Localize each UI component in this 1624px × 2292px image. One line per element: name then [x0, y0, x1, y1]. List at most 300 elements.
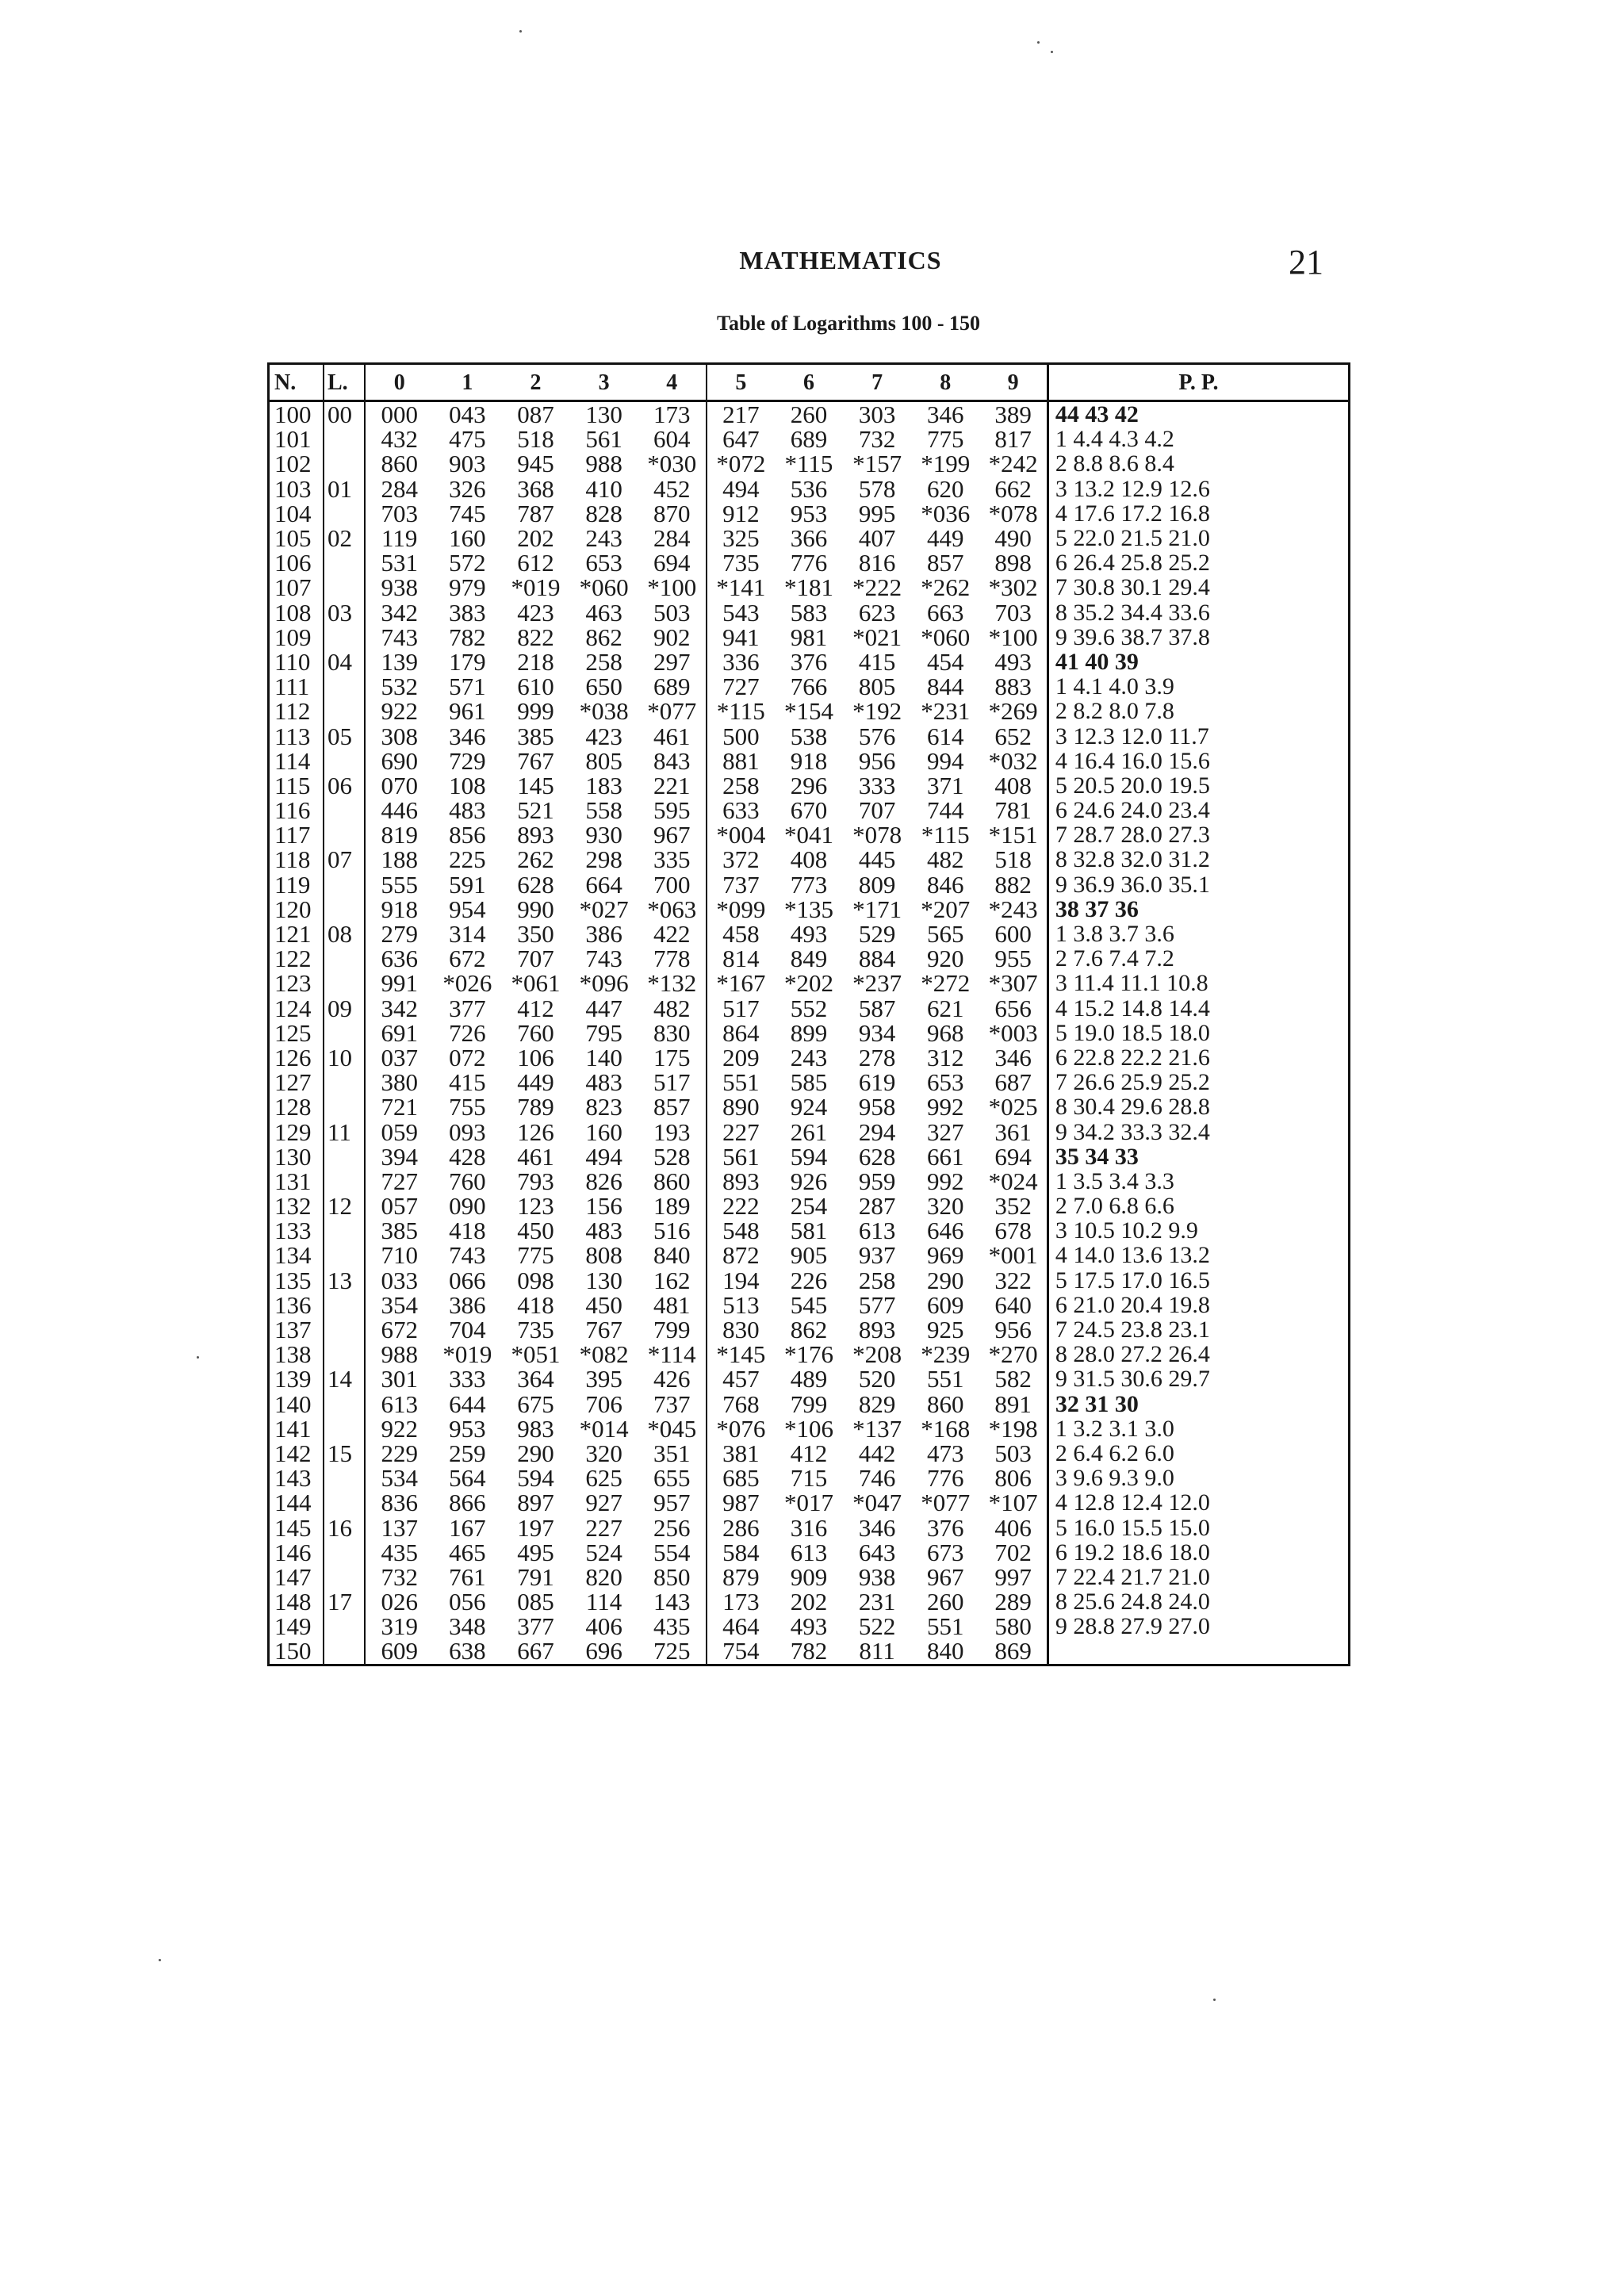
mantissa-cell: *024: [979, 1169, 1048, 1194]
mantissa-cell: 737: [638, 1392, 707, 1416]
mantissa-cell: *060: [921, 624, 971, 650]
mantissa-cell: 644: [449, 1391, 486, 1416]
mantissa-cell: *001: [979, 1243, 1048, 1267]
mantissa-cell: 377: [449, 995, 486, 1021]
mantissa-cell: 445: [858, 847, 896, 872]
mantissa-cell: 243: [585, 525, 622, 551]
row-characteristic-cell: 06: [324, 773, 365, 798]
mantissa-cell: 162: [638, 1268, 707, 1293]
mantissa-cell: 130: [585, 1267, 622, 1293]
table-row: [270, 1392, 1348, 1416]
mantissa-cell: 844: [926, 674, 964, 699]
mantissa-cell: 729: [449, 748, 486, 773]
table-row: [270, 1366, 1348, 1391]
table-row: [270, 1589, 1348, 1614]
row-characteristic-cell: 04: [324, 650, 365, 674]
mantissa-cell: *100: [979, 625, 1048, 650]
mantissa-cell: 703: [381, 500, 418, 526]
row-characteristic-cell: 08: [324, 922, 365, 946]
table-row: [270, 723, 1348, 748]
mantissa-cell: 551: [722, 1070, 760, 1095]
mantissa-cell: 754: [722, 1639, 760, 1664]
mantissa-cell: 262: [517, 847, 554, 872]
mantissa-cell: 809: [858, 872, 896, 897]
mantissa-cell: 494: [585, 1144, 622, 1169]
mantissa-cell: 850: [638, 1565, 707, 1589]
mantissa-cell: 489: [790, 1366, 828, 1392]
mantissa-cell: 941: [722, 624, 760, 650]
mantissa-cell: 578: [858, 476, 896, 501]
mantissa-cell: 672: [449, 946, 486, 972]
mantissa-cell: 160: [585, 1119, 622, 1144]
mantissa-cell: *004: [716, 822, 766, 848]
mantissa-cell: 543: [722, 600, 760, 625]
row-characteristic-cell: [324, 1565, 365, 1589]
mantissa-cell: *077: [638, 699, 707, 723]
mantissa-cell: 817: [979, 427, 1048, 451]
mantissa-cell: 418: [449, 1218, 486, 1244]
row-characteristic-cell: [324, 1490, 365, 1515]
mantissa-cell: 577: [858, 1292, 896, 1317]
row-characteristic-cell: [324, 1243, 365, 1267]
row-number-cell: 149: [270, 1614, 324, 1639]
mantissa-cell: *307: [979, 971, 1048, 995]
mantissa-cell: 953: [449, 1416, 486, 1441]
mantissa-cell: 633: [722, 798, 760, 823]
mantissa-cell: 860: [926, 1391, 964, 1416]
header-cell-pp: P. P.: [1048, 365, 1348, 401]
mantissa-cell: *027: [579, 896, 629, 922]
mantissa-cell: 057: [381, 1194, 418, 1219]
mantissa-cell: *167: [716, 971, 766, 996]
mantissa-cell: 294: [858, 1119, 896, 1144]
mantissa-cell: 395: [585, 1366, 622, 1392]
mantissa-cell: 406: [979, 1515, 1048, 1539]
mantissa-cell: *063: [638, 897, 707, 922]
row-number-cell: 127: [270, 1070, 324, 1094]
row-number-cell: 148: [270, 1589, 324, 1614]
mantissa-cell: 781: [979, 798, 1048, 822]
mantissa-cell: 650: [585, 674, 622, 699]
mantissa-cell: *151: [979, 822, 1048, 847]
mantissa-cell: *115: [716, 699, 765, 724]
row-characteristic-cell: [324, 1293, 365, 1317]
mantissa-cell: 830: [722, 1317, 760, 1343]
mantissa-cell: 685: [722, 1466, 760, 1491]
row-number-cell: 132: [270, 1194, 324, 1218]
mantissa-cell: 744: [926, 798, 964, 823]
mantissa-cell: 447: [585, 995, 622, 1021]
mantissa-cell: 581: [790, 1218, 828, 1244]
mantissa-cell: 561: [585, 427, 622, 452]
mantissa-cell: *051: [511, 1342, 561, 1367]
mantissa-cell: 231: [858, 1589, 896, 1615]
mantissa-cell: 918: [381, 896, 418, 922]
mantissa-cell: 314: [449, 921, 486, 947]
row-number-cell: 106: [270, 550, 324, 575]
row-characteristic-cell: [324, 749, 365, 773]
mantissa-cell: 840: [926, 1639, 964, 1664]
row-number-cell: 100: [270, 401, 324, 427]
table-row: [270, 674, 1348, 699]
mantissa-cell: 988: [381, 1342, 418, 1367]
mantissa-cell: 760: [449, 1168, 486, 1194]
scan-speck: [1051, 51, 1053, 53]
mantissa-cell: 766: [790, 674, 828, 699]
mantissa-cell: 836: [381, 1490, 418, 1516]
mantissa-cell: 342: [381, 600, 418, 625]
mantissa-cell: 194: [722, 1267, 760, 1293]
mantissa-cell: 689: [638, 674, 707, 699]
table-row: [270, 897, 1348, 922]
row-characteristic-cell: [324, 1392, 365, 1416]
row-number-cell: 103: [270, 477, 324, 501]
mantissa-cell: 925: [926, 1317, 964, 1343]
table-row: [270, 996, 1348, 1021]
mantissa-cell: 493: [790, 921, 828, 947]
row-number-cell: 107: [270, 575, 324, 600]
mantissa-cell: 746: [858, 1466, 896, 1491]
table-row: [270, 1169, 1348, 1194]
mantissa-cell: 661: [926, 1144, 964, 1169]
pp-proportional-part: 5 19.0 18.5 18.0: [1055, 1020, 1210, 1045]
mantissa-cell: 857: [926, 550, 964, 576]
mantissa-cell: 435: [638, 1614, 707, 1639]
mantissa-cell: 301: [381, 1366, 418, 1392]
row-number-cell: 140: [270, 1392, 324, 1416]
row-number-cell: 136: [270, 1293, 324, 1317]
mantissa-cell: 909: [790, 1564, 828, 1589]
mantissa-cell: 743: [585, 946, 622, 972]
mantissa-cell: 953: [790, 500, 828, 526]
mantissa-cell: 776: [926, 1466, 964, 1491]
table-row: [270, 1021, 1348, 1045]
table-row: [270, 922, 1348, 946]
pp-proportional-part: 1 4.4 4.3 4.2: [1055, 427, 1174, 452]
table-row: [270, 1045, 1348, 1070]
mantissa-cell: 663: [926, 600, 964, 625]
mantissa-cell: 820: [585, 1564, 622, 1589]
table-row: [270, 575, 1348, 600]
mantissa-cell: 316: [790, 1515, 828, 1540]
mantissa-cell: *154: [783, 699, 833, 724]
mantissa-cell: 828: [585, 500, 622, 526]
table-row: [270, 1614, 1348, 1639]
mantissa-cell: 517: [638, 1070, 707, 1094]
pp-proportional-part: 9 31.5 30.6 29.7: [1055, 1366, 1210, 1392]
mantissa-cell: *026: [442, 971, 492, 996]
mantissa-cell: 333: [449, 1366, 486, 1392]
mantissa-cell: 687: [979, 1070, 1048, 1094]
mantissa-cell: *032: [979, 749, 1048, 773]
mantissa-cell: 937: [858, 1243, 896, 1268]
mantissa-cell: 822: [517, 624, 554, 650]
table-row: [270, 971, 1348, 995]
pp-proportional-part: 6 19.2 18.6 18.0: [1055, 1539, 1210, 1565]
mantissa-cell: 591: [449, 872, 486, 897]
mantissa-cell: 350: [517, 921, 554, 947]
mantissa-cell: 884: [858, 946, 896, 972]
mantissa-cell: 571: [449, 674, 486, 699]
table-row: [270, 1540, 1348, 1565]
mantissa-cell: 727: [381, 1168, 418, 1194]
mantissa-cell: 689: [790, 427, 828, 452]
mantissa-cell: 609: [926, 1292, 964, 1317]
mantissa-cell: *078: [852, 822, 902, 848]
mantissa-cell: 490: [979, 526, 1048, 550]
mantissa-cell: 173: [638, 401, 707, 427]
mantissa-cell: 361: [979, 1119, 1048, 1144]
row-characteristic-cell: [324, 1169, 365, 1194]
row-characteristic-cell: [324, 1070, 365, 1094]
pp-difference-heading: 32 31 30: [1055, 1391, 1139, 1416]
mantissa-cell: *239: [921, 1342, 971, 1367]
row-number-cell: 131: [270, 1169, 324, 1194]
scan-speck: [1037, 41, 1040, 44]
mantissa-cell: 548: [722, 1218, 760, 1244]
mantissa-cell: 522: [858, 1614, 896, 1639]
mantissa-cell: 860: [381, 451, 418, 477]
table-row: [270, 401, 1348, 427]
mantissa-cell: 647: [722, 427, 760, 452]
mantissa-cell: 905: [790, 1243, 828, 1268]
mantissa-cell: 145: [517, 772, 554, 798]
mantissa-cell: 483: [585, 1218, 622, 1244]
row-number-cell: 129: [270, 1119, 324, 1144]
mantissa-cell: 520: [858, 1366, 896, 1392]
row-number-cell: 112: [270, 699, 324, 723]
header-cell-0: 0: [365, 365, 433, 401]
mantissa-cell: 408: [790, 847, 828, 872]
mantissa-cell: 959: [858, 1168, 896, 1194]
pp-proportional-part: 3 13.2 12.9 12.6: [1055, 476, 1210, 501]
table-body: [270, 401, 1348, 1664]
mantissa-cell: 620: [926, 476, 964, 501]
mantissa-cell: 857: [638, 1094, 707, 1119]
mantissa-cell: 775: [517, 1243, 554, 1268]
row-number-cell: 146: [270, 1540, 324, 1565]
mantissa-cell: 000: [381, 401, 418, 427]
mantissa-cell: 406: [585, 1614, 622, 1639]
mantissa-cell: 376: [790, 649, 828, 675]
mantissa-cell: 432: [381, 427, 418, 452]
mantissa-cell: 258: [858, 1267, 896, 1293]
pp-proportional-part: 8 32.8 32.0 31.2: [1055, 847, 1210, 872]
mantissa-cell: 694: [979, 1144, 1048, 1169]
mantissa-cell: 408: [979, 773, 1048, 798]
table-row: [270, 798, 1348, 822]
mantissa-cell: 954: [449, 896, 486, 922]
mantissa-cell: *192: [852, 699, 902, 724]
mantissa-cell: 898: [979, 550, 1048, 575]
pp-proportional-part: 6 24.6 24.0 23.4: [1055, 798, 1210, 823]
pp-proportional-part: 6 22.8 22.2 21.6: [1055, 1044, 1210, 1071]
row-characteristic-cell: [324, 971, 365, 995]
mantissa-cell: 423: [585, 723, 622, 749]
mantissa-cell: 979: [449, 575, 486, 600]
table-row: [270, 1070, 1348, 1094]
mantissa-cell: 352: [979, 1194, 1048, 1218]
mantissa-cell: 287: [858, 1194, 896, 1219]
pp-proportional-part: 5 22.0 21.5 21.0: [1055, 525, 1210, 551]
mantissa-cell: 524: [585, 1539, 622, 1565]
row-characteristic-cell: [324, 1614, 365, 1639]
mantissa-cell: 372: [722, 847, 760, 872]
mantissa-cell: 494: [722, 476, 760, 501]
mantissa-cell: *199: [921, 451, 971, 477]
mantissa-cell: 576: [858, 723, 896, 749]
row-characteristic-cell: 14: [324, 1366, 365, 1391]
table-row: [270, 1119, 1348, 1144]
mantissa-cell: 702: [979, 1540, 1048, 1565]
mantissa-cell: *107: [979, 1490, 1048, 1515]
running-header-title: MATHEMATICS: [739, 246, 942, 274]
mantissa-cell: 899: [790, 1020, 828, 1045]
mantissa-cell: 793: [517, 1168, 554, 1194]
mantissa-cell: 732: [858, 427, 896, 452]
mantissa-cell: 446: [381, 798, 418, 823]
mantissa-cell: 997: [979, 1565, 1048, 1589]
mantissa-cell: 320: [585, 1440, 622, 1466]
pp-proportional-part: 2 8.2 8.0 7.8: [1055, 699, 1174, 724]
table-row: [270, 1144, 1348, 1169]
pp-proportional-part: 5 20.5 20.0 19.5: [1055, 772, 1210, 798]
mantissa-cell: 517: [722, 995, 760, 1021]
mantissa-cell: *302: [979, 575, 1048, 600]
row-characteristic-cell: [324, 897, 365, 922]
mantissa-cell: 636: [381, 946, 418, 972]
mantissa-cell: *003: [979, 1021, 1048, 1045]
mantissa-cell: 202: [517, 525, 554, 551]
mantissa-cell: 123: [517, 1194, 554, 1219]
mantissa-cell: 743: [381, 624, 418, 650]
mantissa-cell: 483: [449, 798, 486, 823]
table-row: [270, 1268, 1348, 1293]
mantissa-cell: 389: [979, 401, 1048, 427]
mantissa-cell: 743: [449, 1243, 486, 1268]
mantissa-cell: 371: [926, 772, 964, 798]
mantissa-cell: 745: [449, 500, 486, 526]
mantissa-cell: *106: [783, 1416, 833, 1441]
header-cell-3: 3: [570, 365, 638, 401]
header-cell-n: N.: [270, 365, 324, 401]
table-row: [270, 526, 1348, 550]
mantissa-cell: *269: [979, 699, 1048, 723]
mantissa-cell: 284: [381, 476, 418, 501]
mantissa-cell: 320: [926, 1194, 964, 1219]
mantissa-cell: 056: [449, 1589, 486, 1615]
row-characteristic-cell: 12: [324, 1194, 365, 1218]
mantissa-cell: 383: [449, 600, 486, 625]
pp-proportional-part: 8 30.4 29.6 28.8: [1055, 1094, 1210, 1120]
mantissa-cell: 458: [722, 921, 760, 947]
mantissa-cell: *036: [921, 500, 971, 526]
mantissa-cell: 715: [790, 1466, 828, 1491]
mantissa-cell: 312: [926, 1044, 964, 1071]
mantissa-cell: 193: [638, 1119, 707, 1144]
mantissa-cell: 551: [926, 1614, 964, 1639]
row-characteristic-cell: [324, 1342, 365, 1366]
mantissa-cell: 335: [638, 847, 707, 872]
row-number-cell: 138: [270, 1342, 324, 1366]
mantissa-cell: 613: [381, 1391, 418, 1416]
mantissa-cell: 279: [381, 921, 418, 947]
mantissa-cell: 787: [517, 500, 554, 526]
mantissa-cell: 653: [585, 550, 622, 576]
mantissa-cell: 518: [979, 847, 1048, 872]
row-number-cell: 137: [270, 1317, 324, 1342]
mantissa-cell: 322: [979, 1268, 1048, 1293]
row-characteristic-cell: [324, 427, 365, 451]
mantissa-cell: 473: [926, 1440, 964, 1466]
row-number-cell: 126: [270, 1045, 324, 1070]
mantissa-cell: 368: [517, 476, 554, 501]
mantissa-cell: 156: [585, 1194, 622, 1219]
mantissa-cell: 823: [585, 1094, 622, 1120]
mantissa-cell: *060: [579, 575, 629, 600]
mantissa-cell: 348: [449, 1614, 486, 1639]
mantissa-cell: 518: [517, 427, 554, 452]
mantissa-cell: *076: [716, 1416, 766, 1441]
mantissa-cell: 830: [638, 1021, 707, 1045]
mantissa-cell: 992: [926, 1168, 964, 1194]
pp-proportional-part: 8 25.6 24.8 24.0: [1055, 1589, 1210, 1615]
row-number-cell: 124: [270, 996, 324, 1021]
row-characteristic-cell: [324, 946, 365, 971]
mantissa-cell: 033: [381, 1267, 418, 1293]
mantissa-cell: 139: [381, 649, 418, 675]
mantissa-cell: 221: [638, 773, 707, 798]
mantissa-cell: *242: [979, 451, 1048, 476]
mantissa-cell: 085: [517, 1589, 554, 1615]
mantissa-cell: 481: [638, 1293, 707, 1317]
mantissa-cell: 296: [790, 772, 828, 798]
mantissa-cell: 696: [585, 1639, 622, 1664]
mantissa-cell: 640: [979, 1293, 1048, 1317]
mantissa-cell: 664: [585, 872, 622, 897]
table-row: [270, 501, 1348, 526]
mantissa-cell: 922: [381, 699, 418, 724]
mantissa-cell: 538: [790, 723, 828, 749]
row-number-cell: 135: [270, 1268, 324, 1293]
mantissa-cell: 143: [638, 1589, 707, 1614]
row-characteristic-cell: [324, 872, 365, 897]
mantissa-cell: 336: [722, 649, 760, 675]
mantissa-cell: 721: [381, 1094, 418, 1120]
row-number-cell: 130: [270, 1144, 324, 1169]
row-number-cell: 104: [270, 501, 324, 526]
mantissa-cell: 775: [926, 427, 964, 452]
mantissa-cell: 087: [517, 401, 554, 427]
row-number-cell: 122: [270, 946, 324, 971]
mantissa-cell: 551: [926, 1366, 964, 1392]
pp-proportional-part: 8 28.0 27.2 26.4: [1055, 1342, 1210, 1367]
mantissa-cell: 872: [722, 1243, 760, 1268]
mantissa-cell: 126: [517, 1119, 554, 1144]
mantissa-cell: *014: [579, 1416, 629, 1441]
mantissa-cell: 706: [585, 1391, 622, 1416]
table-row: [270, 847, 1348, 872]
row-characteristic-cell: [324, 1639, 365, 1663]
row-characteristic-cell: [324, 1094, 365, 1119]
mantissa-cell: 140: [585, 1044, 622, 1071]
mantissa-cell: 938: [858, 1564, 896, 1589]
pp-difference-heading: 41 40 39: [1055, 649, 1139, 675]
mantissa-cell: 090: [449, 1194, 486, 1219]
row-number-cell: 139: [270, 1366, 324, 1391]
mantissa-cell: 890: [722, 1094, 760, 1120]
mantissa-cell: 325: [722, 525, 760, 551]
